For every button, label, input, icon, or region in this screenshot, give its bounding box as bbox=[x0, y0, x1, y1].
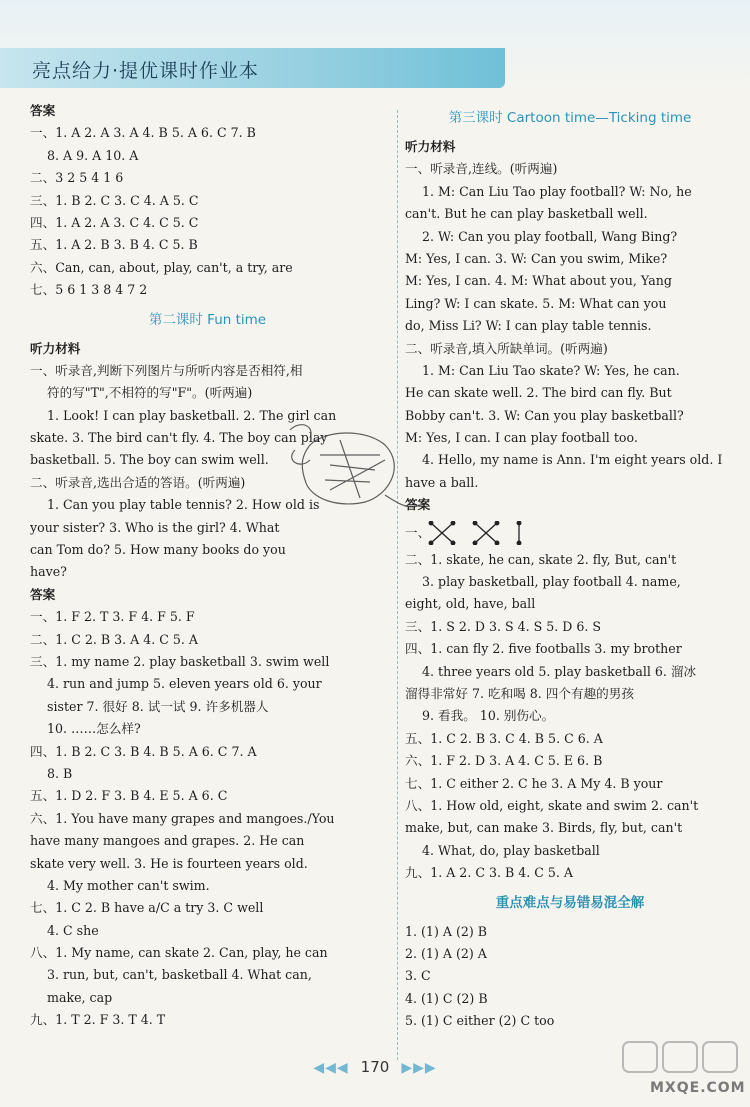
question-line: basketball. 5. The boy can swim well. bbox=[30, 452, 269, 468]
handwritten-scribble bbox=[270, 410, 430, 520]
question-line: M: Yes, I can. 3. W: Can you swim, Mike? bbox=[405, 250, 668, 266]
question-line: He can skate well. 2. The bird can fly. But bbox=[405, 385, 672, 401]
column-divider bbox=[397, 110, 398, 1060]
answer-line: 九、1. T 2. F 3. T 4. T bbox=[30, 1012, 166, 1028]
answer-line: 八、1. How old, eight, skate and swim 2. can't bbox=[405, 797, 699, 813]
answer-line: 四、1. B 2. C 3. B 4. B 5. A 6. C 7. A bbox=[30, 743, 257, 759]
question-line: can Tom do? 5. How many books do you bbox=[30, 542, 286, 558]
matching-lines-answer bbox=[405, 517, 735, 549]
answer-line: 4. What, do, play basketball bbox=[422, 842, 600, 858]
answers-heading: 答案 bbox=[405, 497, 431, 513]
answer-line: 六、1. F 2. D 3. A 4. C 5. E 6. B bbox=[405, 753, 603, 769]
question-line: 1. M: Can Liu Tao play football? W: No, he bbox=[422, 183, 692, 199]
key-points-title: 重点难点与易错易混全解 bbox=[495, 894, 645, 911]
answer-line: 4. run and jump 5. eleven years old 6. your bbox=[47, 676, 322, 692]
question-line: 二、听录音,填入所缺单词。(听两遍) bbox=[405, 340, 608, 356]
question-line: 1. M: Can Liu Tao skate? W: Yes, he can. bbox=[422, 362, 680, 378]
answers-heading: 答案 bbox=[30, 586, 56, 602]
question-line: 1. Look! I can play basketball. 2. The girl can bbox=[47, 407, 337, 423]
answer-line: 4. C she bbox=[47, 922, 99, 938]
answer-line: 溜得非常好 7. 吃和喝 8. 四个有趣的男孩 bbox=[405, 685, 634, 701]
answer-line: make, but, can make 3. Birds, fly, but, can't bbox=[405, 820, 683, 836]
question-line: your sister? 3. Who is the girl? 4. What bbox=[30, 519, 280, 535]
answer-line: 8. B bbox=[47, 765, 73, 781]
question-line: 2. W: Can you play football, Wang Bing? bbox=[422, 228, 678, 244]
answer-line: 3. run, but, can't, basketball 4. What can, bbox=[47, 967, 312, 983]
right-column bbox=[405, 100, 735, 1032]
answer-line: make, cap bbox=[47, 989, 113, 1005]
answer-line: 七、5 6 1 3 8 4 7 2 bbox=[30, 282, 148, 298]
header-banner bbox=[0, 0, 750, 96]
answer-line: 4. My mother can't swim. bbox=[47, 877, 210, 893]
answer-label: 一、 bbox=[405, 524, 431, 540]
answer-line: 二、3 2 5 4 1 6 bbox=[30, 170, 124, 186]
question-line: can't. But he can play basketball well. bbox=[405, 206, 648, 222]
answer-line: eight, old, have, ball bbox=[405, 596, 536, 612]
answer-line: have many mangoes and grapes. 2. He can bbox=[30, 833, 305, 849]
question-line: 一、听录音,连线。(听两遍) bbox=[405, 161, 558, 177]
listening-heading: 听力材料 bbox=[405, 139, 456, 154]
answer-line: 三、1. B 2. C 3. C 4. A 5. C bbox=[30, 192, 199, 208]
listening-heading: 听力材料 bbox=[30, 340, 81, 356]
lesson-title: 第三课时 Cartoon time—Ticking time bbox=[448, 110, 692, 126]
key-point-line: 2. (1) A (2) A bbox=[405, 945, 487, 961]
question-line: have? bbox=[30, 564, 67, 580]
answer-line: 二、1. skate, he can, skate 2. fly, But, can't bbox=[405, 551, 677, 567]
matching-lines-drawing bbox=[423, 521, 543, 545]
key-point-line: 1. (1) A (2) B bbox=[405, 923, 488, 939]
question-line: 4. Hello, my name is Ann. I'm eight years old. I bbox=[422, 452, 723, 468]
answer-line: 八、1. My name, can skate 2. Can, play, he can bbox=[30, 945, 328, 961]
answer-line: 8. A 9. A 10. A bbox=[47, 147, 139, 163]
answer-line: 4. three years old 5. play basketball 6. 溜冰 bbox=[422, 663, 697, 679]
page-number: 170 bbox=[360, 1058, 390, 1076]
answer-line: 一、1. A 2. A 3. A 4. B 5. A 6. C 7. B bbox=[30, 125, 256, 141]
answer-line: 四、1. can fly 2. five footballs 3. my brother bbox=[405, 641, 682, 657]
book-title: 亮点给力·提优课时作业本 bbox=[32, 60, 260, 82]
question-line: M: Yes, I can. 4. M: What about you, Yang bbox=[405, 273, 672, 289]
question-line: Ling? W: I can skate. 5. M: What can you bbox=[405, 295, 667, 311]
answer-line: 九、1. A 2. C 3. B 4. C 5. A bbox=[405, 865, 574, 881]
answer-line: 四、1. A 2. A 3. C 4. C 5. C bbox=[30, 214, 199, 230]
watermark-text: MXQE.COM bbox=[650, 1080, 746, 1096]
answer-line: 二、1. C 2. B 3. A 4. C 5. A bbox=[30, 631, 199, 647]
answer-line: 七、1. C either 2. C he 3. A My 4. B your bbox=[405, 775, 663, 791]
answer-line: 三、1. my name 2. play basketball 3. swim well bbox=[30, 653, 330, 669]
answer-line: sister 7. 很好 8. 试一试 9. 许多机器人 bbox=[47, 698, 269, 714]
answer-line: 一、1. F 2. T 3. F 4. F 5. F bbox=[30, 609, 195, 625]
answer-line: 五、1. A 2. B 3. B 4. C 5. B bbox=[30, 237, 198, 253]
question-line: have a ball. bbox=[405, 474, 479, 490]
question-line: 符的写"T",不相符的写"F"。(听两遍) bbox=[47, 385, 253, 401]
question-line: M: Yes, I can. I can play football too. bbox=[405, 430, 638, 446]
question-line: skate. 3. The bird can't fly. 4. The boy can play bbox=[30, 430, 328, 446]
question-line: 1. Can you play table tennis? 2. How old is bbox=[47, 497, 320, 513]
question-line: Bobby can't. 3. W: Can you play basketball? bbox=[405, 407, 684, 423]
key-point-line: 4. (1) C (2) B bbox=[405, 990, 488, 1006]
answer-line: 9. 看我。 10. 别伤心。 bbox=[422, 708, 555, 724]
answers-heading: 答案 bbox=[30, 103, 56, 118]
question-line: do, Miss Li? W: I can play table tennis. bbox=[405, 318, 652, 334]
answer-line: 七、1. C 2. B have a/C a try 3. C well bbox=[30, 900, 264, 916]
answer-line: 三、1. S 2. D 3. S 4. S 5. D 6. S bbox=[405, 618, 602, 634]
question-line: 一、听录音,判断下列图片与所听内容是否相符,相 bbox=[30, 362, 303, 378]
next-arrows-icon: ▶▶▶ bbox=[401, 1060, 437, 1076]
answer-line: 10. ……怎么样? bbox=[47, 721, 141, 737]
answer-line: 五、1. D 2. F 3. B 4. E 5. A 6. C bbox=[30, 788, 228, 804]
answer-line: 3. play basketball, play football 4. name, bbox=[422, 574, 681, 590]
question-line: 二、听录音,选出合适的答语。(听两遍) bbox=[30, 474, 246, 490]
lesson-title: 第二课时 Fun time bbox=[148, 311, 267, 328]
prev-arrows-icon: ◀◀◀ bbox=[313, 1060, 349, 1076]
key-point-line: 3. C bbox=[405, 968, 431, 984]
answer-line: skate very well. 3. He is fourteen years old. bbox=[30, 855, 308, 871]
answer-line: 六、1. You have many grapes and mangoes./You bbox=[30, 810, 335, 826]
answer-line: 六、Can, can, about, play, can't, a try, are bbox=[30, 259, 293, 275]
answer-line: 五、1. C 2. B 3. C 4. B 5. C 6. A bbox=[405, 730, 603, 746]
key-point-line: 5. (1) C either (2) C too bbox=[405, 1013, 555, 1029]
left-column bbox=[30, 100, 385, 1032]
